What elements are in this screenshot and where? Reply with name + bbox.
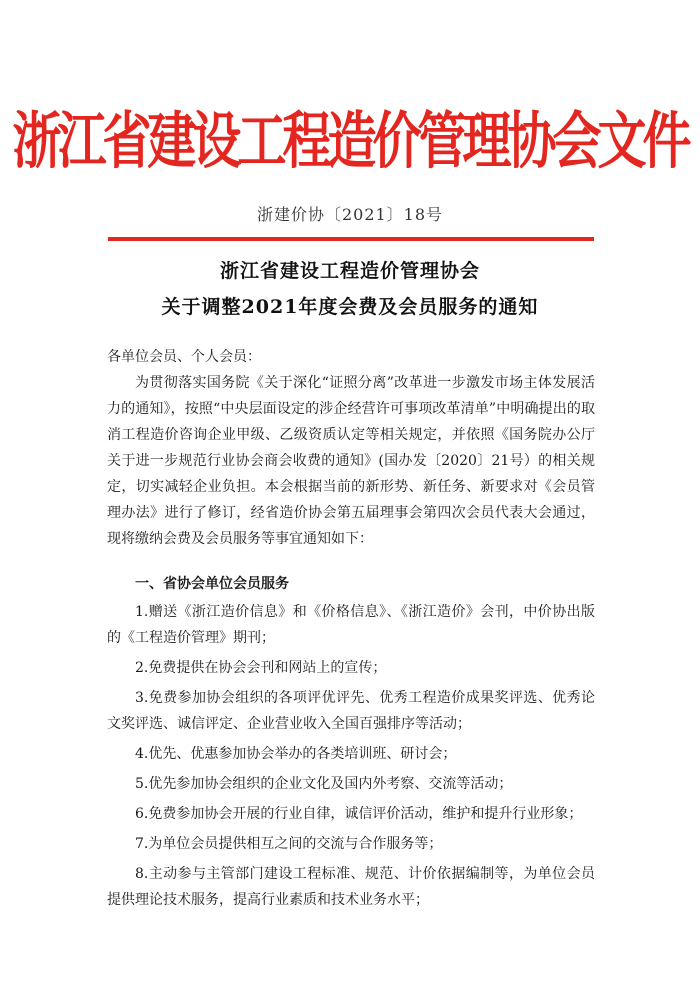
red-divider-line bbox=[108, 237, 594, 241]
list-item: 2.免费提供在协会会刊和网站上的宣传； bbox=[135, 660, 387, 676]
list-item: 5.优先参加协会组织的企业文化及国内外考察、交流等活动； bbox=[135, 776, 513, 792]
list-item: 1.赠送《浙江造价信息》和《价格信息》、《浙江造价》会刊，中价协出版的《工程造价管理》期刊； bbox=[107, 604, 595, 646]
notice-title-line-2: 关于调整2021年度会费及会员服务的通知 bbox=[161, 296, 539, 318]
service-items-list bbox=[107, 599, 595, 917]
intro-paragraph: 为贯彻落实国务院《关于深化“证照分离”改革进一步激发市场主体发展活力的通知》，按照“中央层面设定的涉企经营许可事项改革清单”中明确提出的取消工程造价咨询企业甲级、乙级资质认定等相关规定，并依照《国务院办公厅关于进一步规范行业协会商会收费的通知》(国办发〔2020〕21号）的相关规定，切实减轻企业负担。本会根据当前的新形势、新任务、新要求对《会员管理办法》进行了修订，经省造价协会第五届理事会第四次会员代表大会通过，现将缴纳会费及会员服务等事宜通知如下： bbox=[107, 375, 595, 547]
list-item: 3.免费参加协会组织的各项评优评先、优秀工程造价成果奖评选、优秀论文奖评选、诚信评定、企业营业收入全国百强排序等活动； bbox=[107, 690, 595, 732]
list-item: 8.主动参与主管部门建设工程标准、规范、计价依据编制等，为单位会员提供理论技术服务，提高行业素质和技术业务水平； bbox=[107, 866, 595, 908]
document-number: 浙建价协〔2021〕18号 bbox=[256, 205, 444, 224]
list-item: 6.免费参加协会开展的行业自律，诚信评价活动，维护和提升行业形象； bbox=[135, 806, 583, 822]
list-item: 4.优先、优惠参加协会举办的各类培训班、研讨会； bbox=[135, 746, 457, 762]
section-heading: 一、省协会单位会员服务 bbox=[135, 576, 289, 592]
notice-title-line-1: 浙江省建设工程造价管理协会 bbox=[219, 260, 480, 282]
organization-banner: 浙江省建设工程造价管理协会文件 bbox=[12, 105, 688, 177]
salutation: 各单位会员、个人会员： bbox=[107, 349, 261, 365]
list-item: 7.为单位会员提供相互之间的交流与合作服务等； bbox=[135, 836, 443, 852]
